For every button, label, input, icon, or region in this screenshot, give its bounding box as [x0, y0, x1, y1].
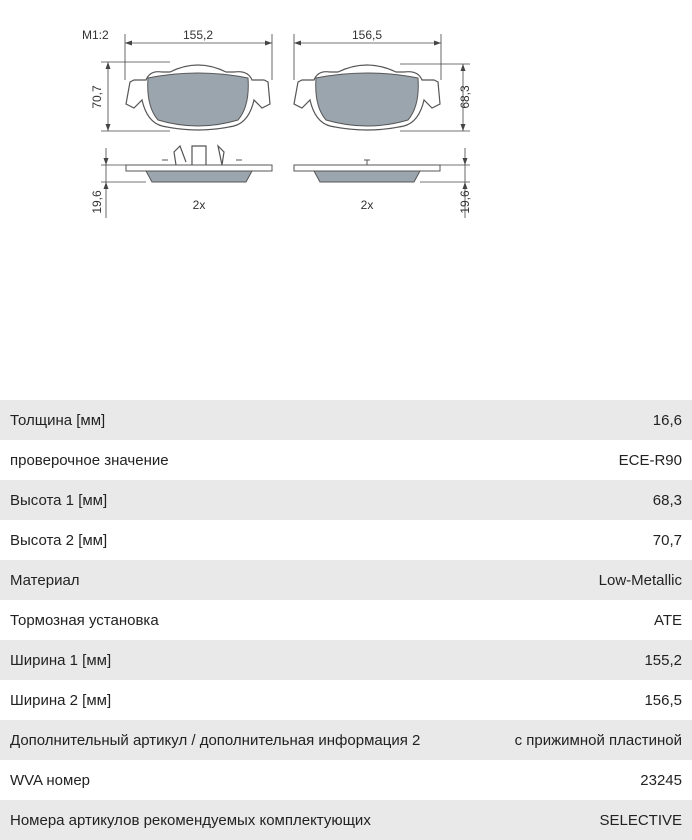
spec-value: 16,6 [482, 400, 692, 440]
spec-row-additional-info [0, 720, 692, 760]
spec-label: Тормозная установка [0, 600, 482, 640]
left-pad-front-view [126, 65, 270, 130]
right-quantity-label: 2x [360, 198, 374, 212]
spec-row-test-mark [0, 440, 692, 480]
left-width-label: 155,2 [182, 28, 214, 42]
spec-label: Дополнительный артикул / дополнительная информация 2 [0, 720, 482, 760]
spec-value: ATE [482, 600, 692, 640]
spec-value: 156,5 [482, 680, 692, 720]
left-quantity-label: 2x [192, 198, 206, 212]
left-height-label: 70,7 [90, 85, 104, 109]
spec-value: Low-Metallic [482, 560, 692, 600]
spec-label: Ширина 1 [мм] [0, 640, 482, 680]
spec-value: 155,2 [482, 640, 692, 680]
spec-label: Номера артикулов рекомендуемых комплектующих [0, 800, 482, 840]
spec-value: 23245 [482, 760, 692, 800]
spec-label: Толщина [мм] [0, 400, 482, 440]
scale-label: M1:2 [82, 28, 109, 42]
spec-row-width-1 [0, 640, 692, 680]
spec-row-height-1 [0, 480, 692, 520]
right-pad-side-view [294, 160, 440, 182]
spec-value: 70,7 [482, 520, 692, 560]
spec-label: WVA номер [0, 760, 482, 800]
left-thickness-label: 19,6 [90, 190, 104, 214]
spec-row-thickness [0, 400, 692, 440]
right-height-label: 68,3 [458, 85, 472, 109]
spec-row-recommended-parts [0, 800, 692, 840]
spec-row-material [0, 560, 692, 600]
spec-row-brake-system [0, 600, 692, 640]
spec-label: Ширина 2 [мм] [0, 680, 482, 720]
spec-row-width-2 [0, 680, 692, 720]
spec-value: ECE-R90 [482, 440, 692, 480]
left-pad-side-view [126, 146, 272, 182]
spec-row-wva-number [0, 760, 692, 800]
spec-label: Материал [0, 560, 482, 600]
spec-label: Высота 1 [мм] [0, 480, 482, 520]
spec-label: Высота 2 [мм] [0, 520, 482, 560]
spec-row-height-2 [0, 520, 692, 560]
spec-value: SELECTIVE [482, 800, 692, 840]
right-thickness-label: 19,6 [458, 190, 472, 214]
right-pad-front-view [294, 65, 440, 130]
spec-value: с прижимной пластиной [482, 720, 692, 760]
left-thickness-dimension [101, 148, 146, 218]
specifications-table [0, 400, 692, 840]
spec-label: проверочное значение [0, 440, 482, 480]
brake-pad-technical-drawing [0, 0, 692, 230]
right-width-label: 156,5 [351, 28, 383, 42]
spec-value: 68,3 [482, 480, 692, 520]
